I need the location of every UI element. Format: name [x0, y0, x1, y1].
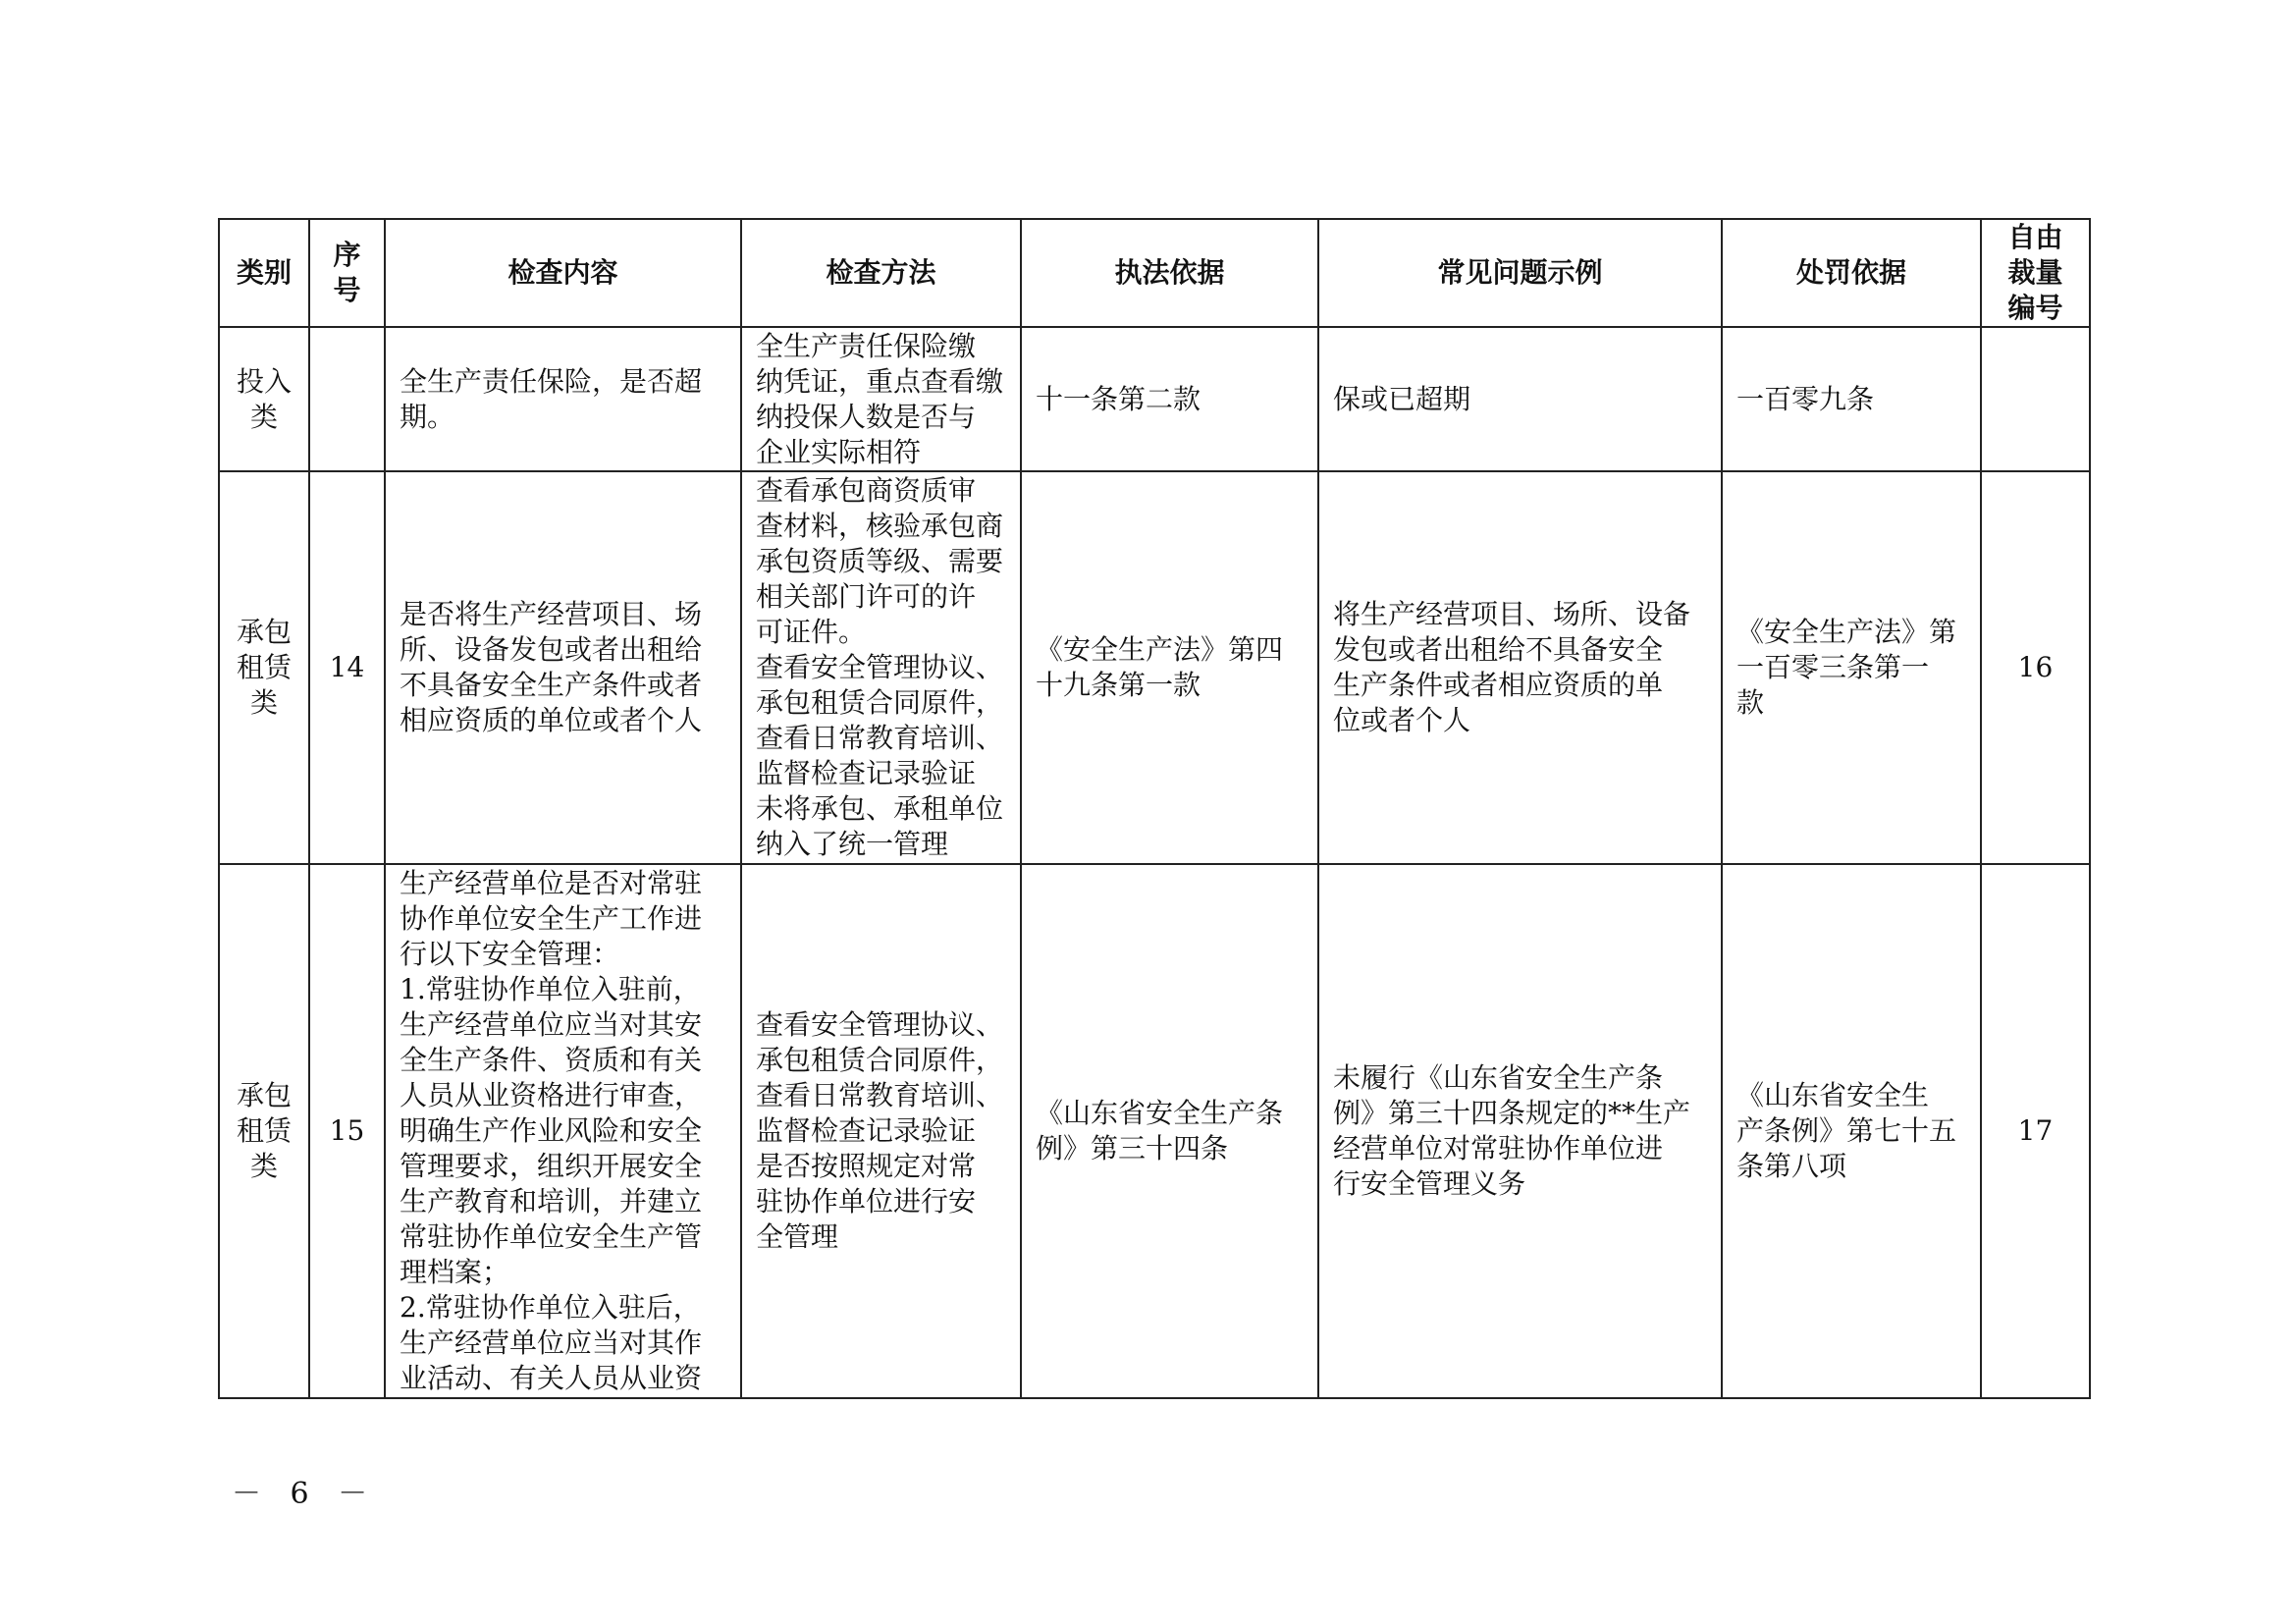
inspection-table: [218, 218, 2091, 1399]
cell-penalty: 《山东省安全生 产条例》第七十五 条第八项: [1722, 864, 1981, 1398]
table-row: [219, 471, 2090, 864]
header-content: 检查内容: [385, 219, 741, 327]
cell-basis: 十一条第二款: [1021, 327, 1318, 471]
header-seq: 序 号: [309, 219, 385, 327]
cell-basis: 《安全生产法》第四 十九条第一款: [1021, 471, 1318, 864]
header-basis: 执法依据: [1021, 219, 1318, 327]
header-category: 类别: [219, 219, 309, 327]
cell-category: 承包 租赁 类: [219, 864, 309, 1398]
cell-content: 是否将生产经营项目、场 所、设备发包或者出租给 不具备安全生产条件或者 相应资质的单位或者个人: [385, 471, 741, 864]
table-row: [219, 864, 2090, 1398]
cell-seq: 15: [309, 864, 385, 1398]
header-method: 检查方法: [741, 219, 1021, 327]
cell-code: 17: [1981, 864, 2090, 1398]
table-header-row: [219, 219, 2090, 327]
cell-content: 生产经营单位是否对常驻 协作单位安全生产工作进 行以下安全管理： 1.常驻协作单位入驻前， 生产经营单位应当对其安 全生产条件、资质和有关 人员从业资格进行审查， 明确生产作业风险和安全 管理要求，组织开展安全 生产教育和培训，并建立 常驻协作单位安全生产管 理档案； 2.常驻协作单位入驻后， 生产经营单位应当对其作 业活动、有关人员从业资: [385, 864, 741, 1398]
table-row: [219, 327, 2090, 471]
cell-example: 将生产经营项目、场所、设备 发包或者出租给不具备安全 生产条件或者相应资质的单 位或者个人: [1318, 471, 1722, 864]
cell-basis: 《山东省安全生产条 例》第三十四条: [1021, 864, 1318, 1398]
header-example: 常见问题示例: [1318, 219, 1722, 327]
header-code: 自由 裁量 编号: [1981, 219, 2090, 327]
cell-example: 保或已超期: [1318, 327, 1722, 471]
cell-penalty: 一百零九条: [1722, 327, 1981, 471]
cell-seq: [309, 327, 385, 471]
cell-code: 16: [1981, 471, 2090, 864]
cell-method: 查看承包商资质审 查材料，核验承包商 承包资质等级、需要 相关部门许可的许 可证件。 查看安全管理协议、 承包租赁合同原件， 查看日常教育培训、 监督检查记录验证 未将承包、承租单位 纳入了统一管理: [741, 471, 1021, 864]
cell-content: 全生产责任保险，是否超 期。: [385, 327, 741, 471]
cell-category: 承包 租赁 类: [219, 471, 309, 864]
header-penalty: 处罚依据: [1722, 219, 1981, 327]
cell-method: 查看安全管理协议、 承包租赁合同原件， 查看日常教育培训、 监督检查记录验证 是否按照规定对常 驻协作单位进行安 全管理: [741, 864, 1021, 1398]
cell-example: 未履行《山东省安全生产条 例》第三十四条规定的**生产 经营单位对常驻协作单位进 行安全管理义务: [1318, 864, 1722, 1398]
cell-code: [1981, 327, 2090, 471]
cell-category: 投入 类: [219, 327, 309, 471]
cell-method: 全生产责任保险缴 纳凭证，重点查看缴 纳投保人数是否与 企业实际相符: [741, 327, 1021, 471]
cell-penalty: 《安全生产法》第 一百零三条第一 款: [1722, 471, 1981, 864]
cell-seq: 14: [309, 471, 385, 864]
page-number: － 6 －: [232, 1477, 378, 1511]
